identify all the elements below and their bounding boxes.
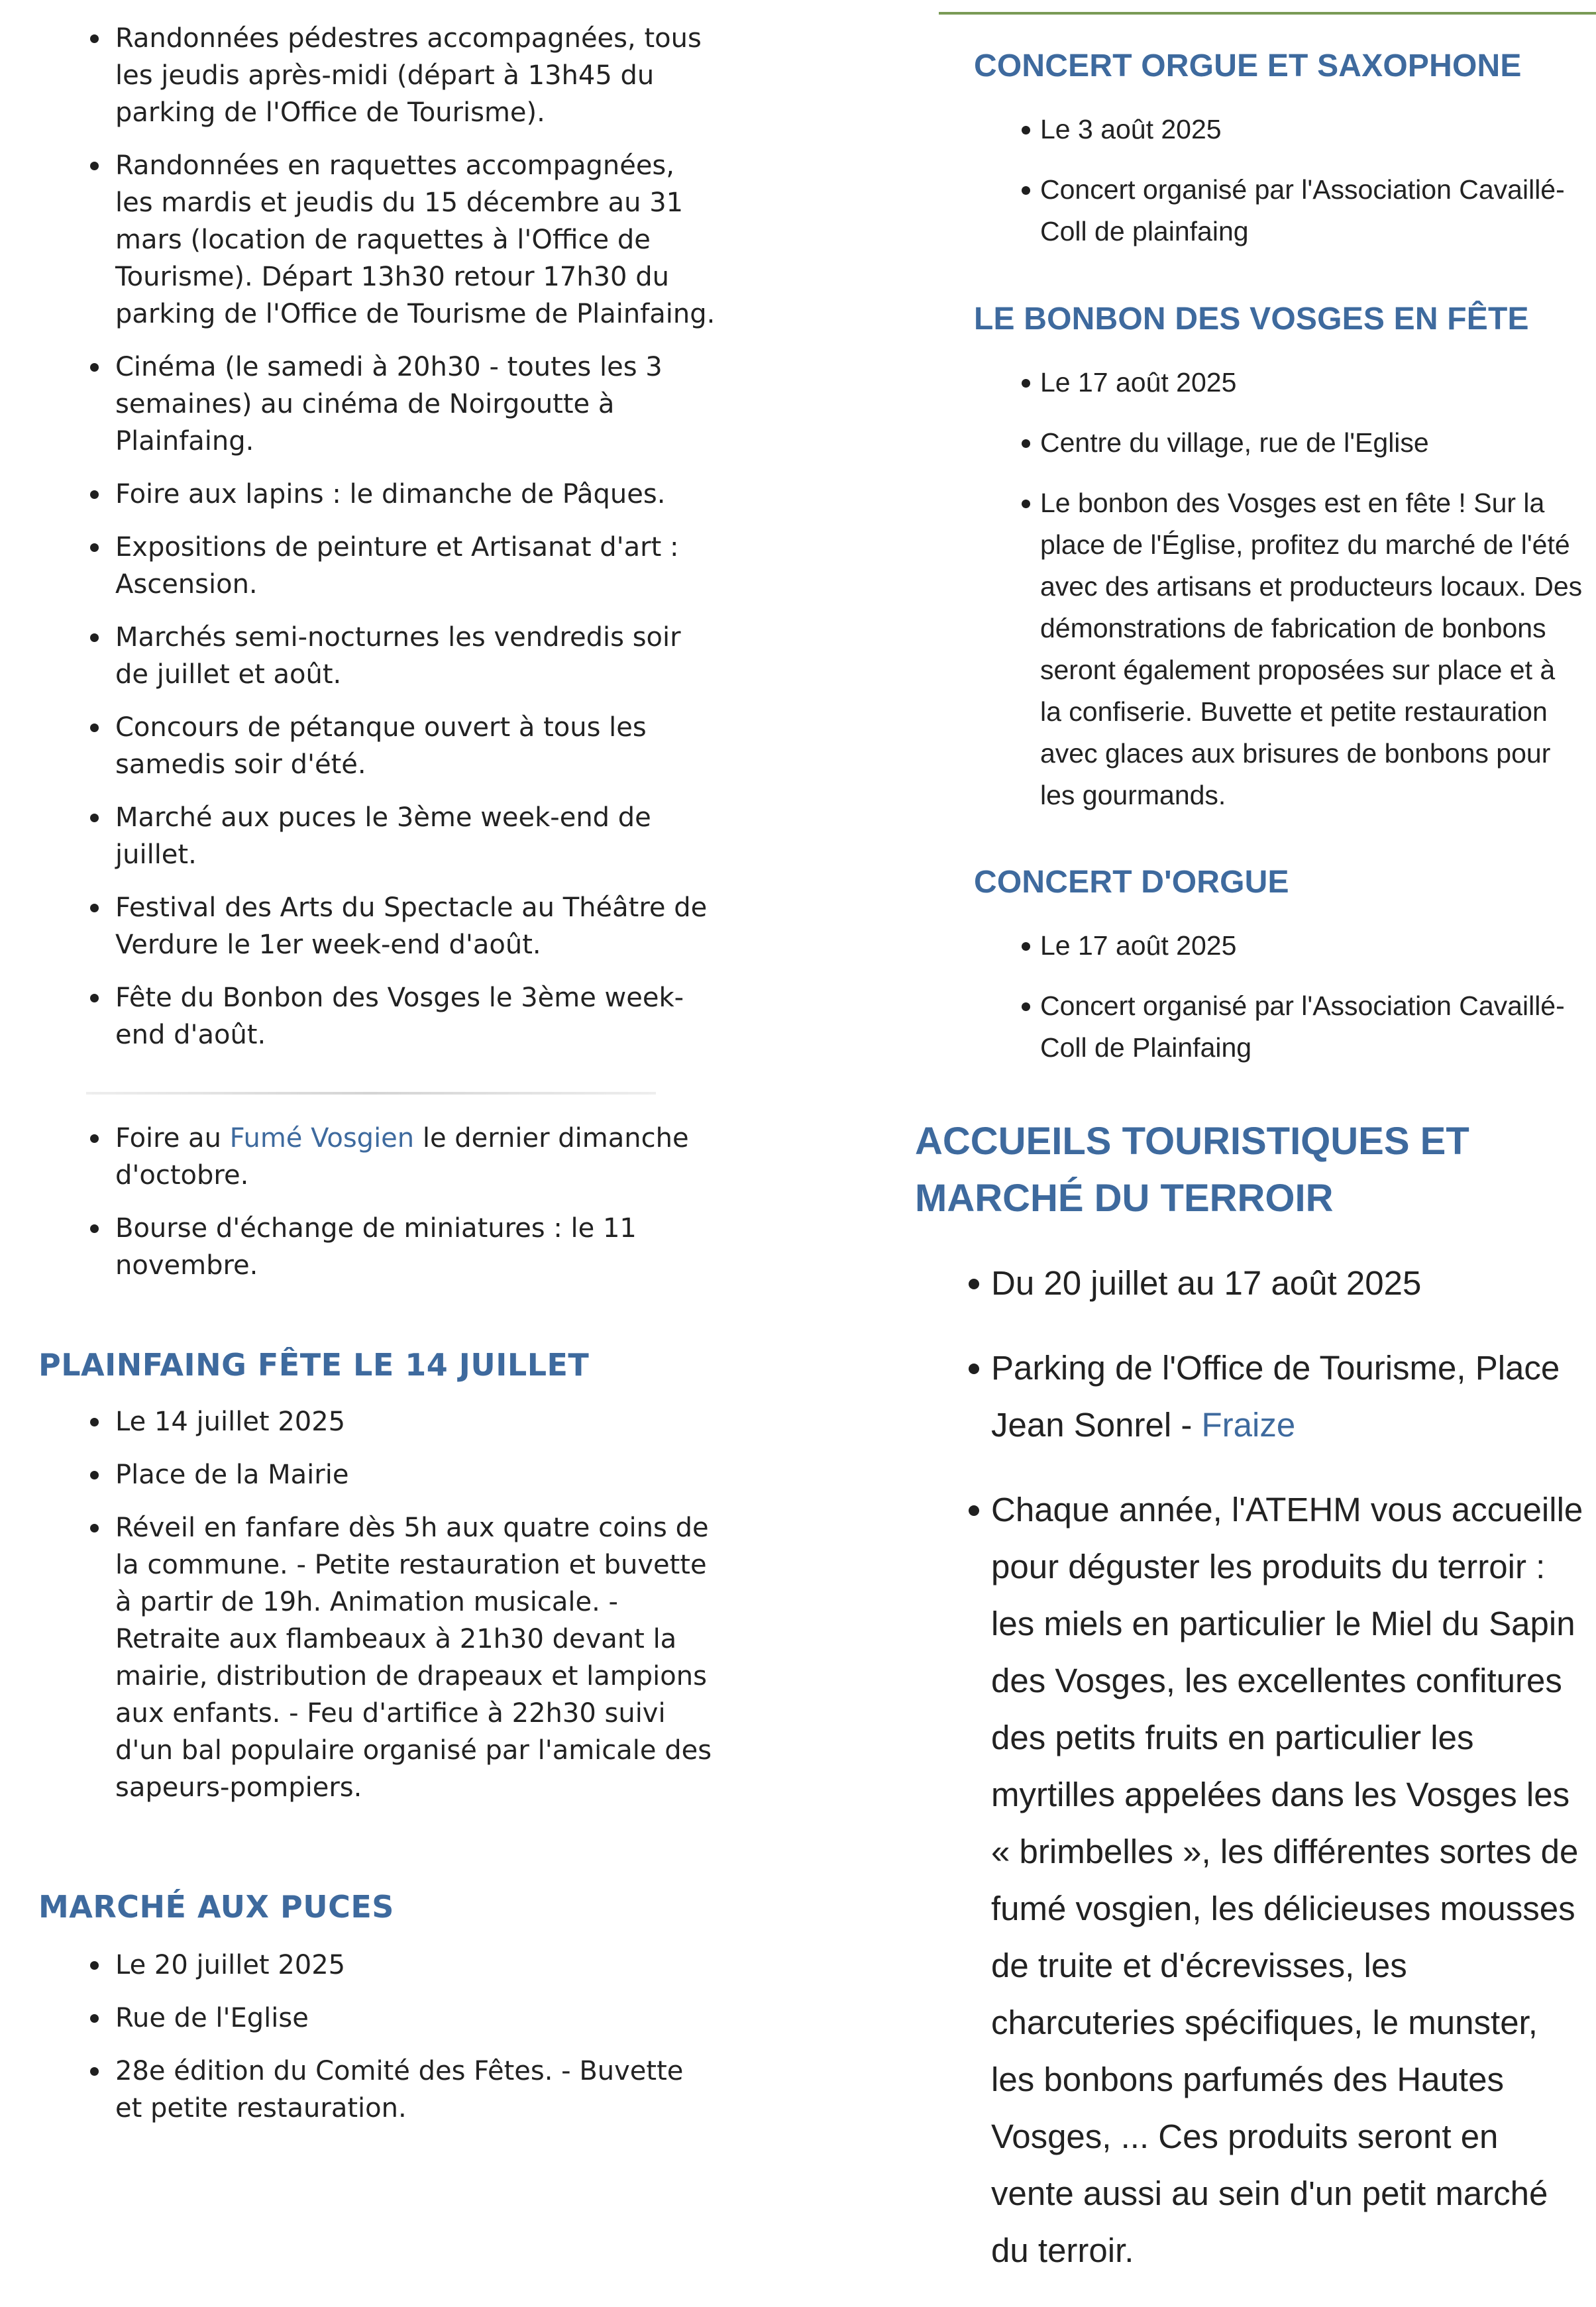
list-item: Marchés semi-nocturnes les vendredis soir de juillet et août.	[0, 619, 735, 693]
list-item: Centre du village, rue de l'Eglise	[908, 422, 1596, 464]
list-item: 28e édition du Comité des Fêtes. - Buvette et petite restauration.	[0, 2053, 735, 2127]
fume-vosgien-link[interactable]: Fumé Vosgien	[229, 1123, 415, 1154]
list-item: Chaque année, l'ATEHM vous accueille pour déguster les produits du terroir : les miels en particulier le Miel du Sapin des Vosges, les excellentes confitures des petits fruits en particulier les myrtilles appelées dans les Vosges les « brimbelles », les différentes sortes de fumé vosgien, les délicieuses mousses de truite et d'écrevisses, les charcuteries spécifiques, le munster, les bonbons parfumés des Hautes Vosges, ... Ces produits seront en vente aussi au sein d'un petit marché du terroir.	[908, 1481, 1596, 2279]
fraize-link[interactable]: Fraize	[1201, 1406, 1296, 1444]
accueils-section	[908, 1255, 1596, 2307]
activities-list-clipped	[0, 20, 735, 1080]
list-item: Le 17 août 2025	[908, 925, 1596, 967]
list-item: Bourse d'échange de miniatures : le 11 novembre.	[0, 1210, 735, 1284]
divider	[86, 1092, 656, 1095]
activities-list	[0, 20, 735, 1053]
list-item: Cinéma (le samedi à 20h30 - toutes les 3 semaines) au cinéma de Noirgoutte à Plainfaing.	[0, 349, 735, 460]
list-item: Le 17 août 2025	[908, 362, 1596, 403]
marche-puces-section	[0, 1947, 735, 2143]
concert-sax-title: CONCERT ORGUE ET SAXOPHONE	[974, 48, 1522, 83]
accueils-title: ACCUEILS TOURISTIQUES ET MARCHÉ DU TERROIR	[915, 1120, 1469, 1220]
list-item: Festival des Arts du Spectacle au Théâtre de Verdure le 1er week-end d'août.	[0, 889, 735, 963]
list-item: Expositions de peinture et Artisanat d'art : Ascension.	[0, 529, 735, 603]
bonbon-title: LE BONBON DES VOSGES EN FÊTE	[974, 301, 1529, 337]
list-item: Du 20 juillet au 17 août 2025	[908, 1255, 1596, 1312]
concert-sax-section	[908, 109, 1596, 271]
list-item: Marché aux puces le 3ème week-end de juillet.	[0, 799, 735, 873]
list-item: Concert organisé par l'Association Cavaillé-Coll de plainfaing	[908, 169, 1596, 252]
list-item: Rue de l'Eglise	[0, 2000, 735, 2037]
activities-list-continued	[0, 1120, 735, 1300]
concert-orgue-section	[908, 925, 1596, 1087]
list-item: Parking de l'Office de Tourisme, Place Jean Sonrel - Fraize	[908, 1340, 1596, 1454]
bonbon-section	[908, 362, 1596, 835]
plainfaing-section	[0, 1403, 735, 1822]
top-rule	[939, 12, 1596, 15]
list-item: Foire aux lapins : le dimanche de Pâques.	[0, 476, 735, 513]
list-item: Réveil en fanfare dès 5h aux quatre coins de la commune. - Petite restauration et buvette à partir de 19h. Animation musicale. - Retraite aux flambeaux à 21h30 devant la mairie, distribution de drapeaux et lampions aux enfants. - Feu d'artifice à 22h30 suivi d'un bal populaire organisé par l'amicale des sapeurs-pompiers.	[0, 1509, 735, 1806]
list-item: Concert organisé par l'Association Cavaillé-Coll de Plainfaing	[908, 985, 1596, 1069]
list-item: Le bonbon des Vosges est en fête ! Sur la place de l'Église, profitez du marché de l'été avec des artisans et producteurs locaux. Des démonstrations de fabrication de bonbons seront également proposées sur place et à la confiserie. Buvette et petite restauration avec glaces aux brisures de bonbons pour les gourmands.	[908, 482, 1596, 816]
list-item: Fête du Bonbon des Vosges le 3ème week-end d'août.	[0, 979, 735, 1053]
list-item: Le 14 juillet 2025	[0, 1403, 735, 1440]
concert-orgue-title: CONCERT D'ORGUE	[974, 865, 1289, 900]
list-item: Le 20 juillet 2025	[0, 1947, 735, 1984]
list-item: Foire au Fumé Vosgien le dernier dimanche d'octobre.	[0, 1120, 735, 1194]
list-item: Place de la Mairie	[0, 1456, 735, 1493]
list-item: Le 3 août 2025	[908, 109, 1596, 150]
list-item: Randonnées pédestres accompagnées, tous les jeudis après-midi (départ à 13h45 du parking de l'Office de Tourisme).	[0, 20, 735, 131]
marche-puces-title: MARCHÉ AUX PUCES	[38, 1889, 394, 1925]
list-item: Concours de pétanque ouvert à tous les samedis soir d'été.	[0, 709, 735, 783]
plainfaing-title: PLAINFAING FÊTE LE 14 JUILLET	[38, 1347, 590, 1383]
list-item: Randonnées en raquettes accompagnées, les mardis et jeudis du 15 décembre au 31 mars (location de raquettes à l'Office de Tourisme). Départ 13h30 retour 17h30 du parking de l'Office de Tourisme de Plainfaing.	[0, 147, 735, 333]
